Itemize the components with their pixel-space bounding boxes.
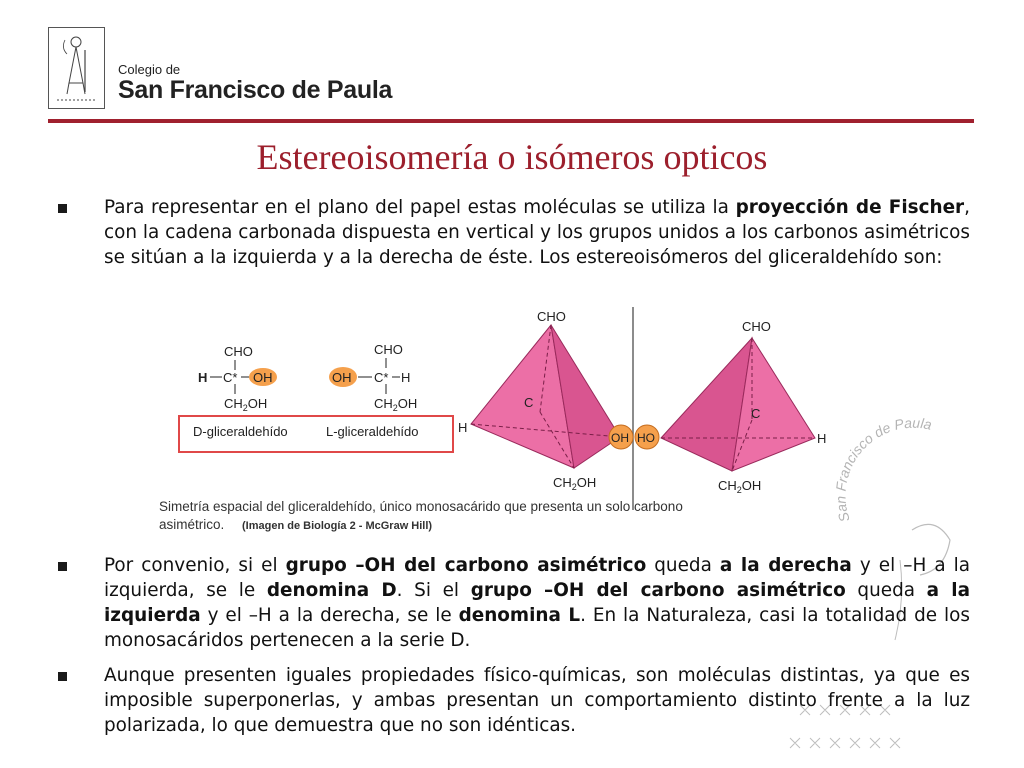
fischer-d-cho: CHO <box>224 344 253 359</box>
left-ch2oh: $CH_2OH$ <box>553 475 597 492</box>
l-gliceraldehido-label: L-gliceraldehído <box>326 424 419 439</box>
left-c: C <box>524 395 534 410</box>
logo-text-big: San Francisco de Paula <box>118 76 393 104</box>
logo-text-small: Colegio de <box>118 62 181 77</box>
d-gliceraldehido-label: D-gliceraldehído <box>193 424 288 439</box>
fischer-d-h: H <box>198 370 208 385</box>
fischer-d-c: C* <box>223 370 238 385</box>
fischer-d-oh: OH <box>253 370 273 385</box>
bullet-text-1: Para representar en el plano del papel estas moléculas se utiliza la proyección de Fischer, con la cadena carbonada dispuesta en vertical y los grupos unidos a los carbonos asimétricos se sitúan a la izquierda y a la derecha de éste. Los estereoisómeros del gliceraldehído son: <box>104 197 970 268</box>
left-h: H <box>458 420 468 435</box>
figure-caption-credit: (Imagen de Biología 2 - McGraw Hill) <box>242 520 433 532</box>
bullet-icon <box>58 562 67 571</box>
figure-caption-line2: asimétrico. <box>159 517 225 532</box>
fischer-l-c: C* <box>374 370 389 385</box>
left-cho: CHO <box>537 309 566 324</box>
right-h: H <box>817 431 827 446</box>
fischer-l-h: H <box>401 370 411 385</box>
bullet-text-3: Aunque presenten iguales propiedades físico-químicas, son moléculas distintas, ya que es imposible superponerlas, y ambas presentan un comportamiento distinto frente a la luz polarizada, lo que demuestra que no son idénticas. <box>104 665 970 736</box>
figure-caption-line1: Simetría espacial del gliceraldehído, único monosacárido que presenta un solo carbono <box>159 499 683 514</box>
watermark-text: San Francisco de Paula <box>832 414 934 525</box>
bullet-text-2: Por convenio, si el grupo –OH del carbono asimétrico queda a la derecha y el –H a la izquierda, se le denomina D. Si el grupo –OH del carbono asimétrico queda a la izquierda y el –H a la derecha, se le denomina L. En la Naturaleza, casi la totalidad de los monosacáridos pertenecen a la serie D. <box>104 555 971 651</box>
right-ch2oh: $CH_2OH$ <box>718 478 762 495</box>
bullet-icon <box>58 672 67 681</box>
slide-title: Estereoisomería o isómeros opticos <box>256 137 768 177</box>
right-cho: CHO <box>742 319 771 334</box>
fischer-l-cho: CHO <box>374 342 403 357</box>
fischer-l-ch2oh: $CH_2OH$ <box>374 396 418 413</box>
left-oh: OH <box>611 431 629 445</box>
right-ho: HO <box>637 431 655 445</box>
fischer-d-ch2oh: $CH_2OH$ <box>224 396 268 413</box>
right-c: C <box>751 406 761 421</box>
fischer-l-oh: OH <box>332 370 352 385</box>
